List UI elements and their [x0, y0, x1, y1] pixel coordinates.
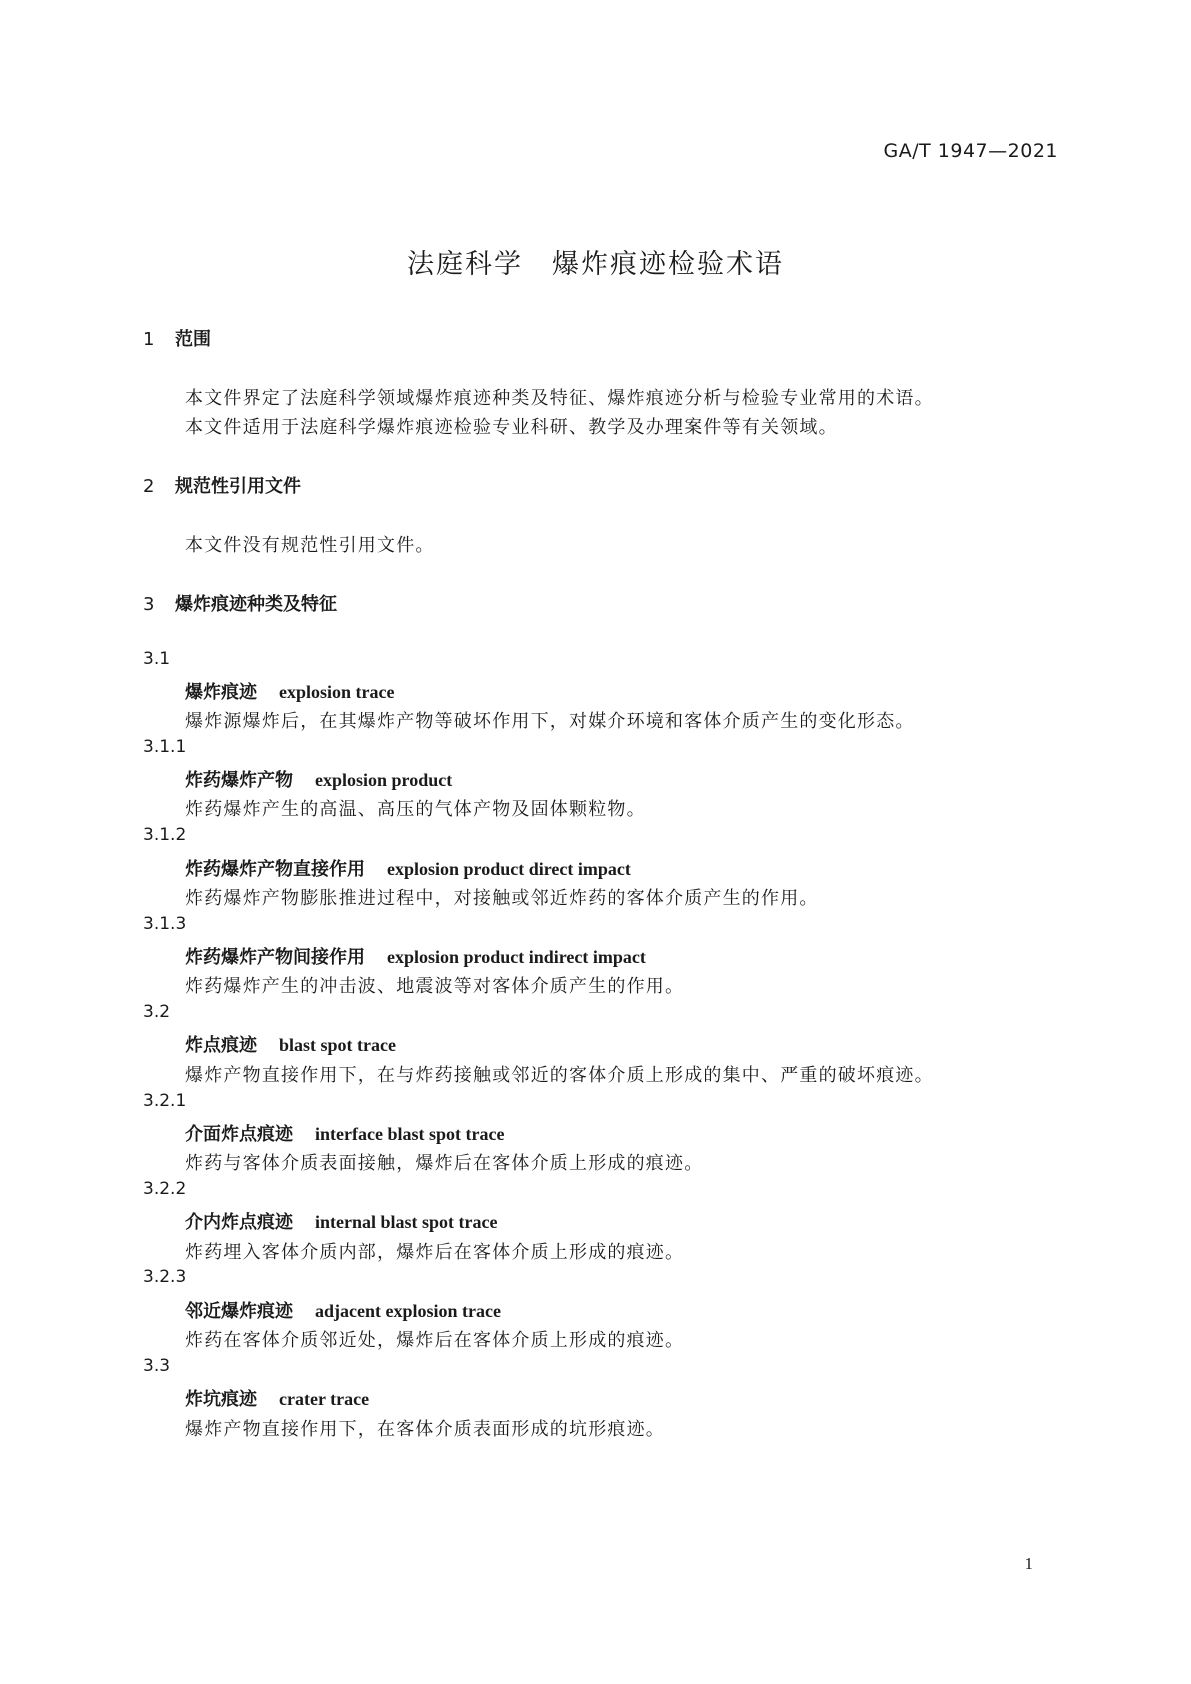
clause-number: 3.2.2: [143, 1179, 187, 1199]
section-title: 规范性引用文件: [175, 476, 301, 497]
page-number: 1: [1024, 1554, 1033, 1573]
term-entry: [185, 1120, 504, 1146]
clause-number: 3.3: [143, 1356, 171, 1376]
section-number: 3: [143, 594, 155, 615]
clause-number: 3.1.1: [143, 737, 187, 757]
term-chinese: 爆炸痕迹: [185, 682, 257, 703]
term-english: crater trace: [279, 1389, 370, 1409]
term-english: explosion trace: [279, 682, 395, 702]
term-entry: [185, 1297, 501, 1323]
term-chinese: 炸药爆炸产物: [185, 770, 293, 791]
term-entry: [185, 1208, 497, 1234]
clause-number: 3.2.1: [143, 1091, 187, 1111]
term-chinese: 炸点痕迹: [185, 1035, 257, 1056]
term-english: internal blast spot trace: [315, 1212, 498, 1232]
term-english: interface blast spot trace: [315, 1124, 505, 1144]
term-english: explosion product direct impact: [387, 859, 631, 879]
term-definition: 爆炸产物直接作用下，在与炸药接触或邻近的客体介质上形成的集中、严重的破坏痕迹。: [185, 1065, 934, 1086]
document-title: 法庭科学 爆炸痕迹检验术语: [407, 249, 784, 280]
term-english: explosion product indirect impact: [387, 947, 646, 967]
term-chinese: 炸药爆炸产物间接作用: [185, 947, 365, 968]
section-1-paragraph-2: 本文件适用于法庭科学爆炸痕迹检验专业科研、教学及办理案件等有关领域。: [185, 417, 838, 438]
term-entry: [185, 1031, 396, 1057]
term-chinese: 介内炸点痕迹: [185, 1212, 293, 1233]
term-definition: 爆炸源爆炸后，在其爆炸产物等破坏作用下，对媒介环境和客体介质产生的变化形态。: [185, 711, 915, 732]
standard-number: GA/T 1947—2021: [883, 140, 1058, 162]
clause-number: 3.1: [143, 649, 171, 669]
term-chinese: 邻近爆炸痕迹: [185, 1301, 293, 1322]
section-title: 爆炸痕迹种类及特征: [175, 594, 337, 615]
term-chinese: 介面炸点痕迹: [185, 1124, 293, 1145]
clause-number: 3.1.3: [143, 914, 187, 934]
section-title: 范围: [175, 329, 211, 350]
term-definition: 炸药爆炸产生的高温、高压的气体产物及固体颗粒物。: [185, 799, 646, 820]
term-definition: 爆炸产物直接作用下，在客体介质表面形成的坑形痕迹。: [185, 1419, 665, 1440]
term-definition: 炸药爆炸产生的冲击波、地震波等对客体介质产生的作用。: [185, 976, 685, 997]
clause-number: 3.2: [143, 1002, 171, 1022]
section-2-heading: [143, 472, 301, 498]
term-english: explosion product: [315, 770, 453, 790]
term-english: adjacent explosion trace: [315, 1301, 501, 1321]
term-english: blast spot trace: [279, 1035, 396, 1055]
term-entry: [185, 766, 452, 792]
section-number: 1: [143, 329, 155, 350]
term-definition: 炸药与客体介质表面接触，爆炸后在客体介质上形成的痕迹。: [185, 1153, 704, 1174]
term-chinese: 炸坑痕迹: [185, 1389, 257, 1410]
term-definition: 炸药埋入客体介质内部，爆炸后在客体介质上形成的痕迹。: [185, 1242, 685, 1263]
term-entry: [185, 943, 646, 969]
clause-number: 3.1.2: [143, 825, 187, 845]
clause-number: 3.2.3: [143, 1267, 187, 1287]
section-number: 2: [143, 476, 155, 497]
section-3-heading: [143, 590, 337, 616]
section-1-paragraph-1: 本文件界定了法庭科学领域爆炸痕迹种类及特征、爆炸痕迹分析与检验专业常用的术语。: [185, 388, 934, 409]
term-definition: 炸药爆炸产物膨胀推进过程中，对接触或邻近炸药的客体介质产生的作用。: [185, 888, 819, 909]
term-entry: [185, 855, 631, 881]
term-entry: [185, 678, 394, 704]
section-1-heading: [143, 325, 211, 351]
term-chinese: 炸药爆炸产物直接作用: [185, 859, 365, 880]
term-entry: [185, 1385, 369, 1411]
term-definition: 炸药在客体介质邻近处，爆炸后在客体介质上形成的痕迹。: [185, 1330, 685, 1351]
section-2-paragraph-1: 本文件没有规范性引用文件。: [185, 535, 435, 556]
